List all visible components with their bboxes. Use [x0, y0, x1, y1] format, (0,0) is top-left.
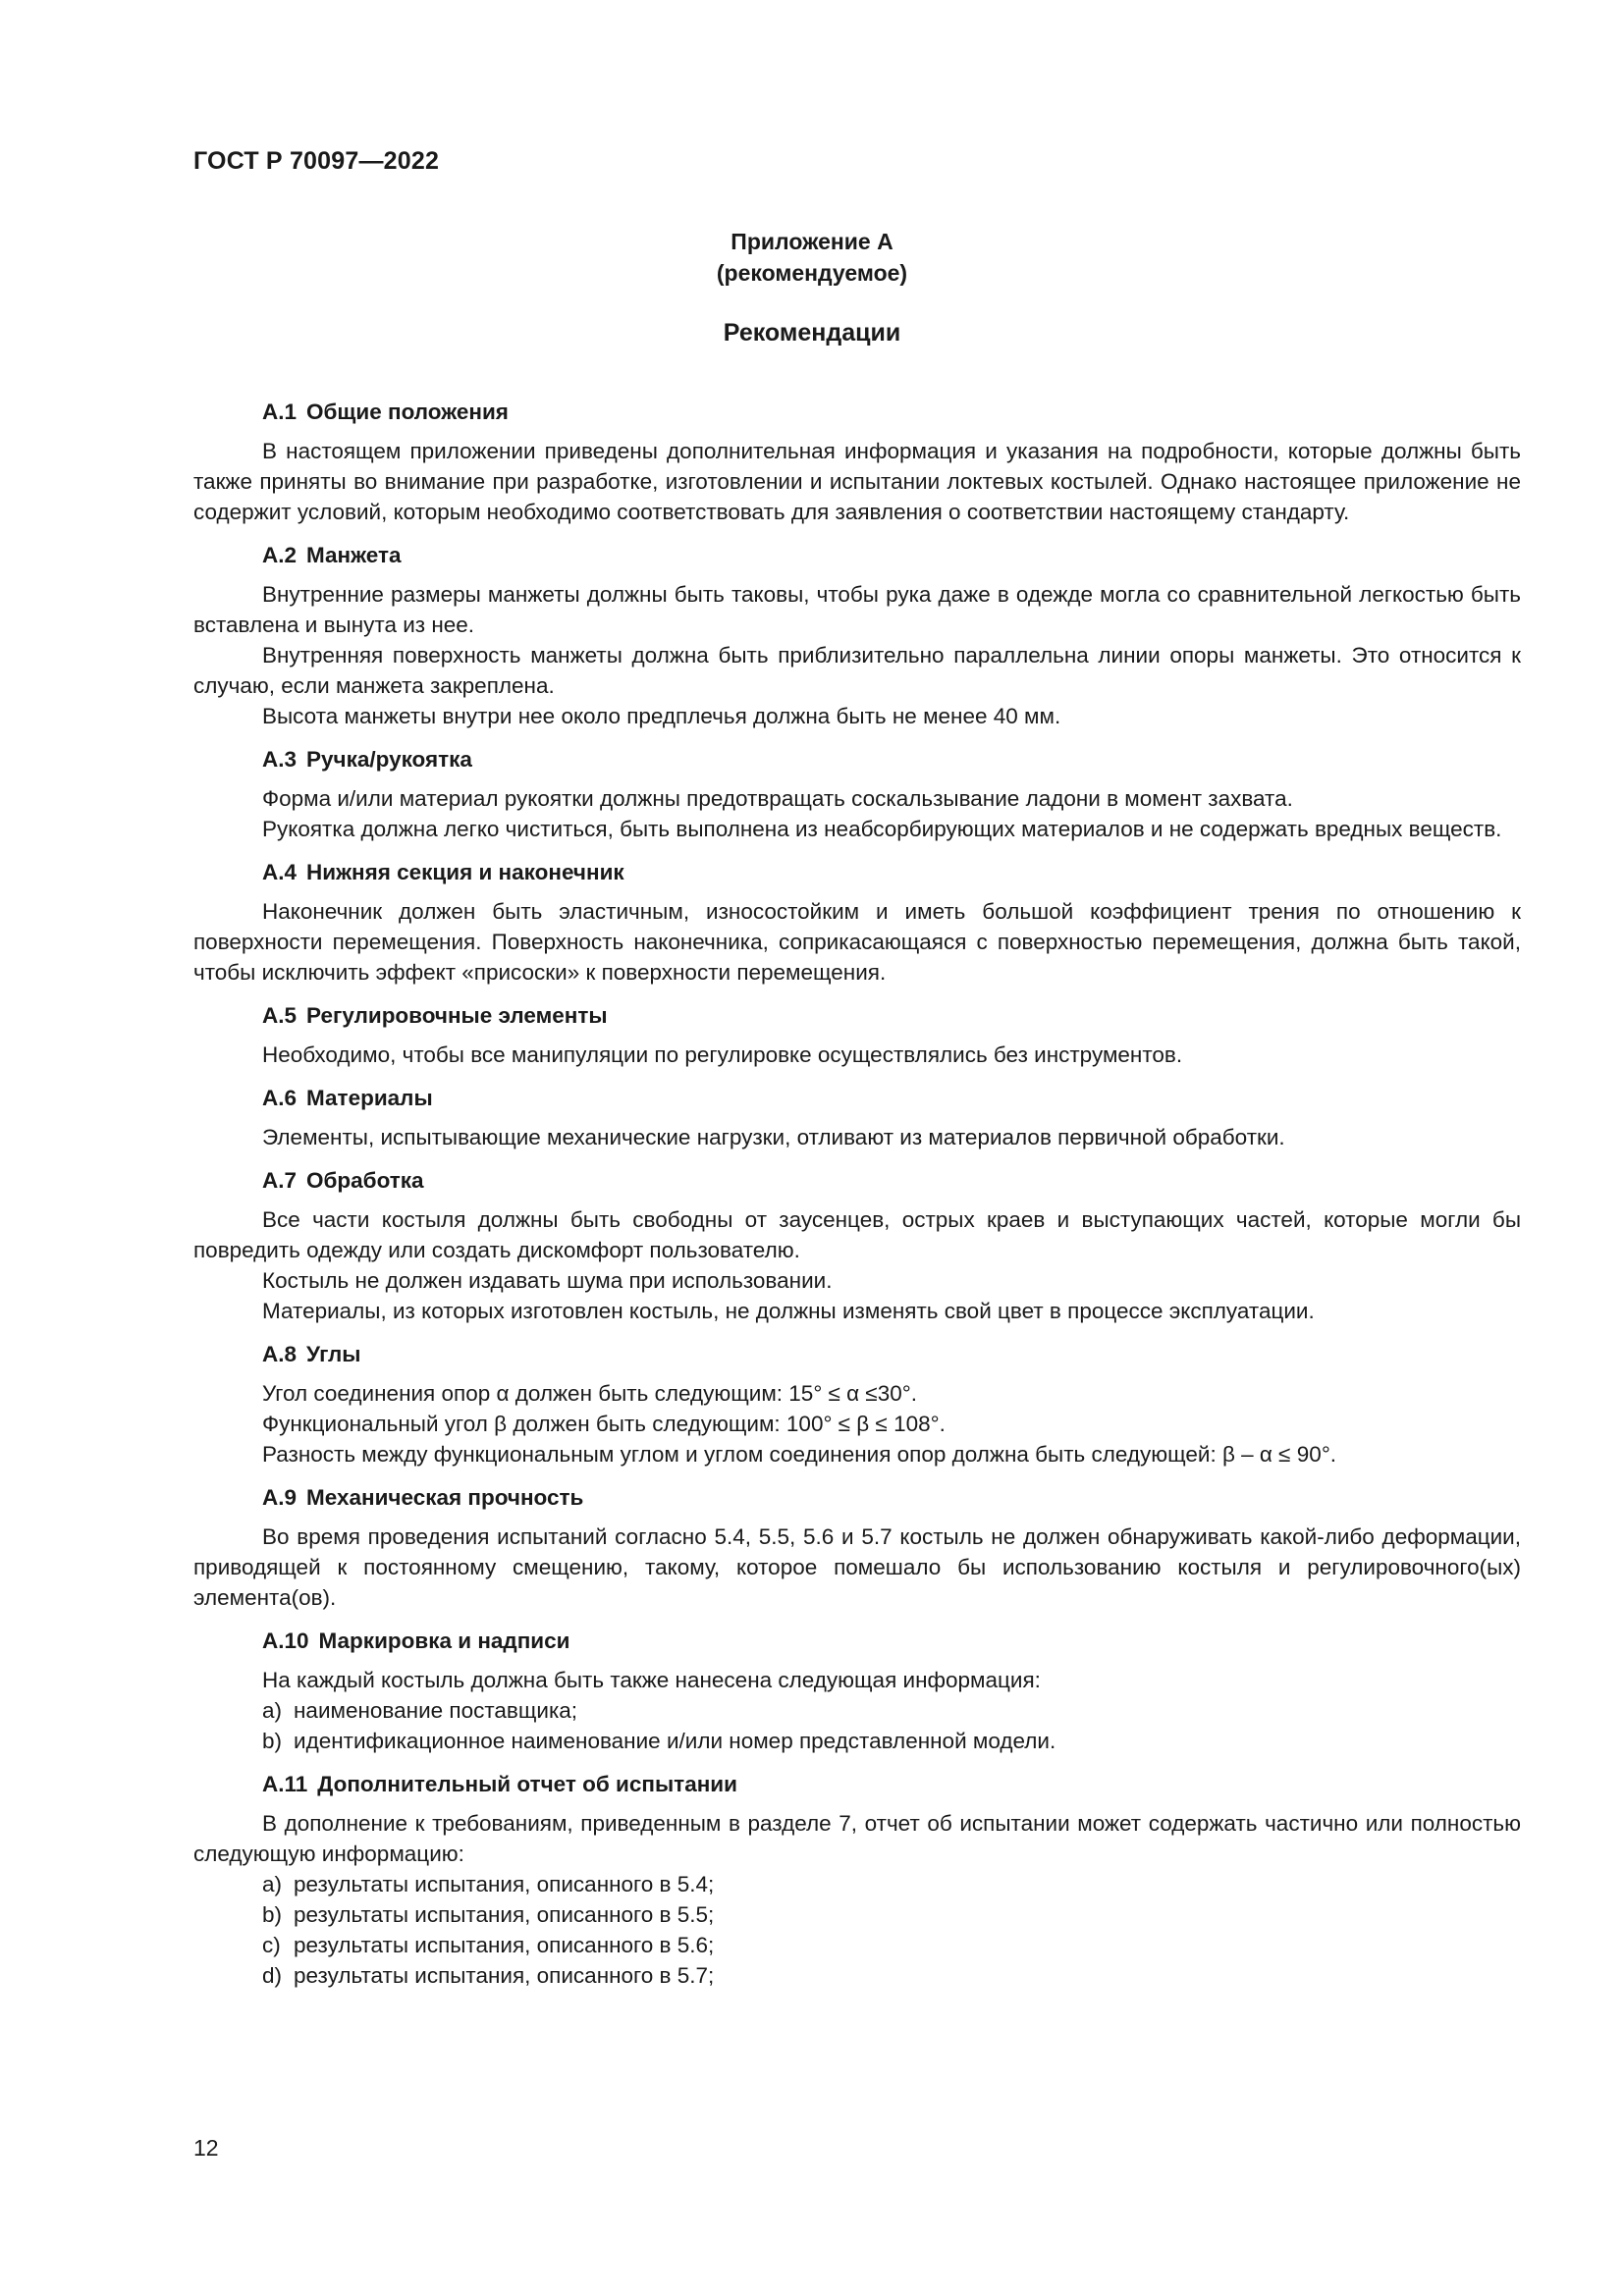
section-heading: [193, 1626, 1521, 1656]
paragraph: Необходимо, чтобы все манипуляции по регулировке осуществлялись без инструментов.: [262, 1042, 1183, 1067]
appendix-heading: [0, 226, 1624, 289]
section: [193, 1769, 1521, 1991]
paragraph: Рукоятка должна легко чиститься, быть выполнена из неабсорбирующих материалов и не содержать вредных веществ.: [262, 817, 1502, 841]
section-heading: [193, 1000, 1521, 1031]
paragraph: Все части костыля должны быть свободны от заусенцев, острых краев и выступающих частей, которые могли бы повредить одежду или создать дискомфорт пользователю.: [193, 1207, 1521, 1262]
section-title: Углы: [306, 1342, 361, 1366]
section-heading: [193, 540, 1521, 570]
list-item-text: идентификационное наименование и/или номер представленной модели.: [294, 1729, 1056, 1753]
section-title: Общие положения: [306, 400, 509, 424]
section-number: А.11: [262, 1772, 308, 1796]
section-heading: [193, 1083, 1521, 1113]
section: [193, 857, 1521, 988]
list-marker: b): [262, 1902, 283, 1927]
section: [193, 1000, 1521, 1070]
section-number: А.7: [262, 1168, 298, 1193]
section-title: Механическая прочность: [306, 1485, 584, 1510]
document-body: [193, 397, 1521, 2003]
list-marker: d): [262, 1963, 283, 1988]
list-item: [193, 1695, 1521, 1726]
section: [193, 540, 1521, 731]
section-number: А.5: [262, 1003, 298, 1028]
page-title: Рекомендации: [723, 319, 901, 347]
list-item: [193, 1726, 1521, 1756]
section-heading: [193, 1482, 1521, 1513]
list-item: [193, 1899, 1521, 1930]
paragraph: Костыль не должен издавать шума при использовании.: [262, 1268, 833, 1293]
section-number: А.6: [262, 1086, 298, 1110]
list-marker: c): [262, 1933, 281, 1957]
section: [193, 1339, 1521, 1469]
list-item: [193, 1869, 1521, 1899]
section-heading: [193, 1339, 1521, 1369]
section-number: А.4: [262, 860, 298, 884]
section-title: Манжета: [306, 543, 402, 567]
section: [193, 1165, 1521, 1326]
list-item: [193, 1960, 1521, 1991]
list-item-text: результаты испытания, описанного в 5.4;: [294, 1872, 715, 1896]
document-header: ГОСТ Р 70097—2022: [193, 147, 440, 175]
section-number: А.3: [262, 747, 298, 772]
list-item-text: результаты испытания, описанного в 5.7;: [294, 1963, 715, 1988]
paragraph: Форма и/или материал рукоятки должны предотвращать соскальзывание ладони в момент захвата.: [262, 786, 1293, 811]
section-number: А.8: [262, 1342, 298, 1366]
paragraph: Наконечник должен быть эластичным, износостойким и иметь большой коэффициент трения по отношению к поверхности перемещения. Поверхность наконечника, соприкасающаяся с поверхностью перемещения, должна быть такой, чтобы исключить эффект «присоски» к поверхности перемещения.: [193, 899, 1521, 985]
section: [193, 1626, 1521, 1756]
section-title: Ручка/рукоятка: [306, 747, 472, 772]
page-number: 12: [193, 2135, 219, 2161]
list-marker: a): [262, 1698, 283, 1723]
section-number: А.1: [262, 400, 298, 424]
section-title: Нижняя секция и наконечник: [306, 860, 624, 884]
section-title: Дополнительный отчет об испытании: [317, 1772, 737, 1796]
paragraph: На каждый костыль должна быть также нанесена следующая информация:: [262, 1668, 1041, 1692]
list-item: [193, 1930, 1521, 1960]
appendix-type: (рекомендуемое): [716, 260, 908, 286]
paragraph: Разность между функциональным углом и углом соединения опор должна быть следующей: β – α ≤ 90°.: [262, 1442, 1337, 1467]
paragraph: Внутренняя поверхность манжеты должна быть приблизительно параллельна линии опоры манжеты. Это относится к случаю, если манжета закреплена.: [193, 643, 1521, 698]
paragraph: Элементы, испытывающие механические нагрузки, отливают из материалов первичной обработки.: [262, 1125, 1285, 1149]
section: [193, 1482, 1521, 1613]
paragraph: В дополнение к требованиям, приведенным в разделе 7, отчет об испытании может содержать частично или полностью следующую информацию:: [193, 1811, 1521, 1866]
paragraph: В настоящем приложении приведены дополнительная информация и указания на подробности, которые должны быть также приняты во внимание при разработке, изготовлении и испытании локтевых костылей. Однако настоящее приложение не содержит условий, которым необходимо соответствовать для заявления о соответствии настоящему стандарту.: [193, 439, 1521, 524]
section-heading: [193, 744, 1521, 774]
section-number: А.10: [262, 1629, 309, 1653]
list-item-text: наименование поставщика;: [294, 1698, 578, 1723]
paragraph: Во время проведения испытаний согласно 5.4, 5.5, 5.6 и 5.7 костыль не должен обнаруживать какой-либо деформации, приводящей к постоянному смещению, такому, которое помешало бы использованию костыля и регулировочного(ых) элемента(ов).: [193, 1524, 1521, 1610]
section-heading: [193, 857, 1521, 887]
paragraph: Функциональный угол β должен быть следующим: 100° ≤ β ≤ 108°.: [262, 1412, 946, 1436]
section-title: Регулировочные элементы: [306, 1003, 608, 1028]
section-number: А.2: [262, 543, 298, 567]
paragraph: Материалы, из которых изготовлен костыль, не должны изменять свой цвет в процессе эксплуатации.: [262, 1299, 1315, 1323]
section-title: Материалы: [306, 1086, 433, 1110]
paragraph: Угол соединения опор α должен быть следующим: 15° ≤ α ≤30°.: [262, 1381, 918, 1406]
section-title: Обработка: [306, 1168, 424, 1193]
appendix-title: Приложение А: [731, 229, 893, 254]
list-marker: b): [262, 1729, 283, 1753]
section: [193, 1083, 1521, 1152]
section-heading: [193, 1165, 1521, 1196]
section: [193, 397, 1521, 527]
section-number: А.9: [262, 1485, 298, 1510]
section-heading: [193, 1769, 1521, 1799]
section-title: Маркировка и надписи: [318, 1629, 570, 1653]
section: [193, 744, 1521, 844]
paragraph: Внутренние размеры манжеты должны быть таковы, чтобы рука даже в одежде могла со сравнительной легкостью быть вставлена и вынута из нее.: [193, 582, 1521, 637]
section-heading: [193, 397, 1521, 427]
list-marker: a): [262, 1872, 283, 1896]
list-item-text: результаты испытания, описанного в 5.5;: [294, 1902, 715, 1927]
list-item-text: результаты испытания, описанного в 5.6;: [294, 1933, 715, 1957]
paragraph: Высота манжеты внутри нее около предплечья должна быть не менее 40 мм.: [262, 704, 1061, 728]
